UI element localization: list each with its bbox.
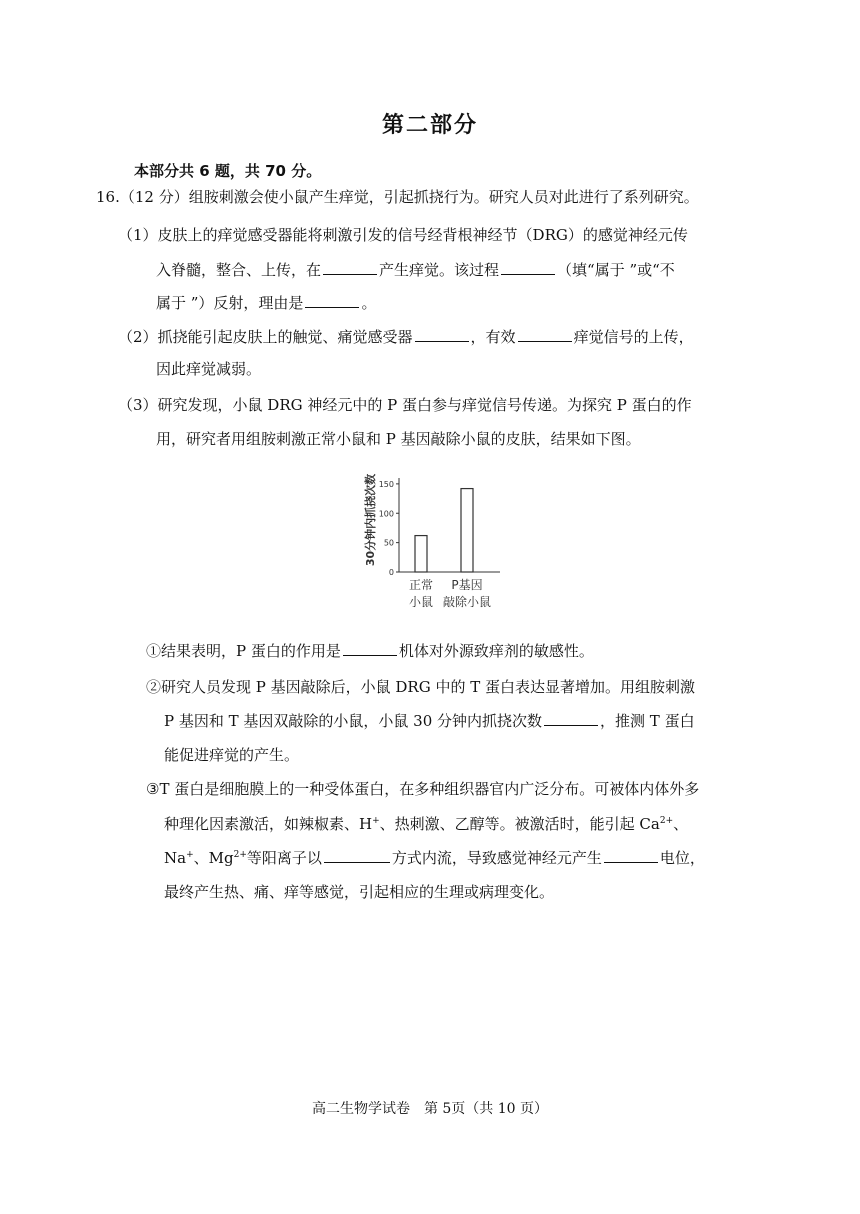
x-category-label: 正常 bbox=[408, 578, 434, 592]
x-category-label: 小鼠 bbox=[408, 595, 434, 609]
superscript: + bbox=[372, 816, 380, 826]
text-segment: （填“属于 ”或“不 bbox=[557, 261, 675, 279]
y-tick-label: 100 bbox=[378, 509, 394, 519]
bar bbox=[461, 489, 473, 572]
sub2-line1: ②研究人员发现 P 基因敲除后，小鼠 DRG 中的 T 蛋白表达显著增加。用组胺刺激 bbox=[146, 678, 696, 696]
text-segment: ，有效 bbox=[470, 328, 516, 346]
answer-blank[interactable] bbox=[323, 260, 377, 275]
superscript: + bbox=[186, 850, 194, 860]
text-segment: 。 bbox=[361, 294, 377, 312]
q16-part1-line3 bbox=[156, 293, 376, 313]
text-segment: 、Mg bbox=[193, 849, 234, 867]
text-segment: 入脊髓，整合、上传，在 bbox=[156, 261, 322, 279]
text-segment: （2）抓挠能引起皮肤上的触觉、痛觉感受器 bbox=[118, 328, 413, 346]
scratch-count-bar-chart bbox=[352, 458, 512, 618]
q16-part2-line1 bbox=[118, 327, 694, 347]
text-segment: ①结果表明，P 蛋白的作用是 bbox=[146, 642, 341, 660]
answer-blank[interactable] bbox=[343, 641, 397, 656]
y-tick-label: 0 bbox=[388, 568, 394, 577]
q16-part1-line1: （1）皮肤上的痒觉感受器能将刺激引发的信号经背根神经节（DRG）的感觉神经元传 bbox=[118, 226, 688, 244]
answer-blank[interactable] bbox=[324, 848, 390, 863]
x-category-label: 敲除小鼠 bbox=[442, 595, 492, 609]
text-segment: 方式内流，导致感觉神经元产生 bbox=[391, 849, 602, 867]
text-segment: 种理化因素激活，如辣椒素、H bbox=[164, 815, 373, 833]
text-segment: 电位， bbox=[659, 849, 705, 867]
y-tick-group bbox=[379, 480, 399, 577]
superscript: 2+ bbox=[659, 816, 674, 826]
text-segment: P 基因和 T 基因双敲除的小鼠，小鼠 30 分钟内抓挠次数 bbox=[164, 712, 543, 730]
text-segment: ，推测 T 蛋白 bbox=[600, 712, 695, 730]
text-segment: 产生痒觉。该过程 bbox=[379, 261, 500, 279]
text-segment: 、热刺激、乙醇等。被激活时，能引起 Ca bbox=[379, 815, 660, 833]
text-segment: 、 bbox=[673, 815, 689, 833]
section-title: 第二部分 bbox=[381, 113, 478, 138]
answer-blank[interactable] bbox=[305, 293, 359, 308]
page-footer: 高二生物学试卷 第 5页（共 10 页） bbox=[311, 1101, 549, 1117]
answer-blank[interactable] bbox=[501, 260, 555, 275]
superscript: 2+ bbox=[233, 850, 247, 860]
answer-blank[interactable] bbox=[415, 327, 469, 342]
sub2-line3: 能促进痒觉的产生。 bbox=[164, 746, 300, 764]
text-segment: 属于 ”）反射，理由是 bbox=[156, 294, 304, 312]
answer-blank[interactable] bbox=[518, 327, 572, 342]
x-category-label: P基因 bbox=[451, 578, 483, 592]
answer-blank[interactable] bbox=[544, 711, 598, 726]
q16-part3-line2: 用，研究者用组胺刺激正常小鼠和 P 基因敲除小鼠的皮肤，结果如下图。 bbox=[156, 430, 641, 448]
bar bbox=[415, 536, 427, 572]
text-segment: 等阳离子以 bbox=[246, 849, 322, 867]
sub1 bbox=[146, 641, 594, 661]
answer-blank[interactable] bbox=[604, 848, 658, 863]
y-tick-label: 150 bbox=[378, 479, 394, 489]
sub3-line2 bbox=[164, 814, 688, 834]
sub3-line1: ③T 蛋白是细胞膜上的一种受体蛋白，在多种组织器官内广泛分布。可被体内体外多 bbox=[146, 780, 700, 798]
q16-part1-line2 bbox=[156, 260, 675, 280]
section-intro: 本部分共 6 题，共 70 分。 bbox=[134, 162, 322, 180]
x-label-group bbox=[409, 577, 491, 609]
y-axis-label: 30分钟内抓挠次数 bbox=[364, 473, 377, 567]
q16-part2-line2: 因此痒觉减弱。 bbox=[156, 360, 262, 378]
text-segment: 痒觉信号的上传， bbox=[573, 328, 694, 346]
text-segment: Na bbox=[164, 849, 187, 867]
q16-part3-line1: （3）研究发现，小鼠 DRG 神经元中的 P 蛋白参与痒觉信号传递。为探究 P 蛋白的作 bbox=[118, 396, 692, 414]
bar-group bbox=[415, 489, 473, 572]
sub3-line4: 最终产生热、痛、痒等感觉，引起相应的生理或病理变化。 bbox=[164, 883, 555, 901]
sub2-line2 bbox=[164, 711, 695, 731]
y-tick-label: 50 bbox=[383, 538, 394, 548]
text-segment: 机体对外源致痒剂的敏感性。 bbox=[398, 642, 594, 660]
question-16-stem: 16.（12 分）组胺刺激会使小鼠产生痒觉，引起抓挠行为。研究人员对此进行了系列研究。 bbox=[96, 188, 699, 206]
sub3-line3 bbox=[164, 848, 705, 868]
